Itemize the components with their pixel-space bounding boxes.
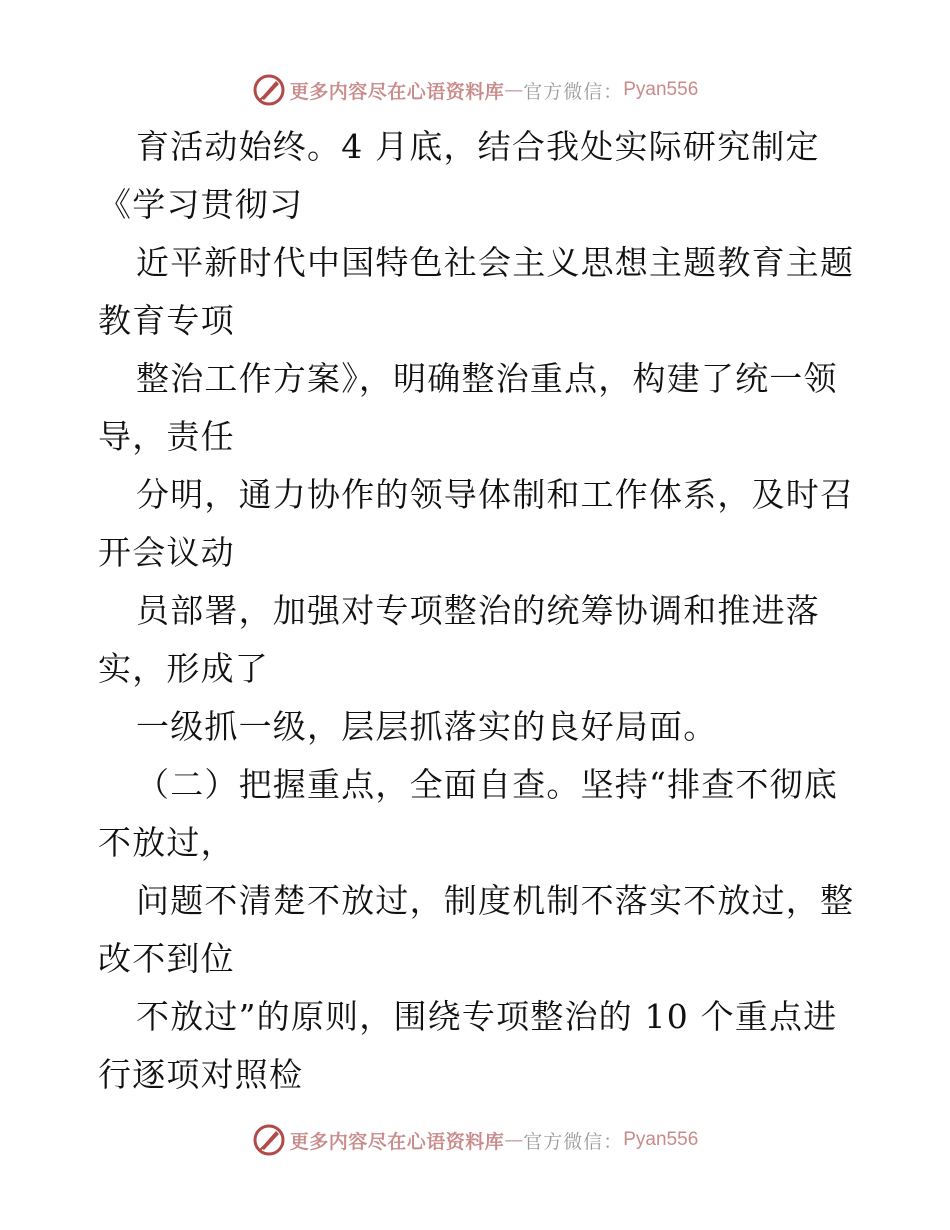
body-line: 不放过， (98, 823, 235, 862)
body-line: 导，责任 (98, 417, 235, 456)
banner-wechat-id: Pyan556 (623, 79, 699, 100)
banner-wechat-id: Pyan556 (623, 1129, 699, 1150)
banner-main-text: 更多内容尽在心语资料库 (289, 80, 505, 103)
document-body (98, 118, 858, 1104)
body-line: 一级抓一级，层层抓落实的良好局面。 (136, 707, 718, 746)
body-line: （二）把握重点，全面自查。坚持“排查不彻底 (136, 765, 839, 804)
body-line: 不放过”的原则，围绕专项整治的 10 个重点进 (136, 997, 838, 1036)
body-line: 《学习贯彻习 (98, 185, 304, 224)
banner-dash: — (504, 79, 524, 101)
body-line: 分明，通力协作的领导体制和工作体系，及时召 (136, 475, 855, 514)
banner-dash: — (504, 1129, 524, 1151)
body-line: 近平新时代中国特色社会主义思想主题教育主题 (136, 243, 855, 282)
header-watermark-banner (0, 70, 950, 110)
body-line: 改不到位 (98, 939, 235, 978)
banner-label: 官方微信： (523, 80, 624, 103)
body-line: 问题不清楚不放过，制度机制不落实不放过，整 (136, 881, 855, 920)
quill-pen-logo-icon (252, 73, 286, 107)
body-line: 育活动始终。4 月底，结合我处实际研究制定 (136, 127, 820, 166)
quill-pen-logo-icon (252, 1123, 286, 1157)
banner-label: 官方微信： (523, 1130, 624, 1153)
body-line: 整治工作方案》，明确整治重点，构建了统一领 (136, 359, 838, 398)
banner-main-text: 更多内容尽在心语资料库 (289, 1130, 505, 1153)
footer-watermark-banner (0, 1120, 950, 1160)
body-line: 行逐项对照检 (98, 1055, 304, 1094)
body-line: 开会议动 (98, 533, 235, 572)
body-line: 教育专项 (98, 301, 235, 340)
body-line: 员部署，加强对专项整治的统筹协调和推进落 (136, 591, 820, 630)
body-line: 实，形成了 (98, 649, 269, 688)
